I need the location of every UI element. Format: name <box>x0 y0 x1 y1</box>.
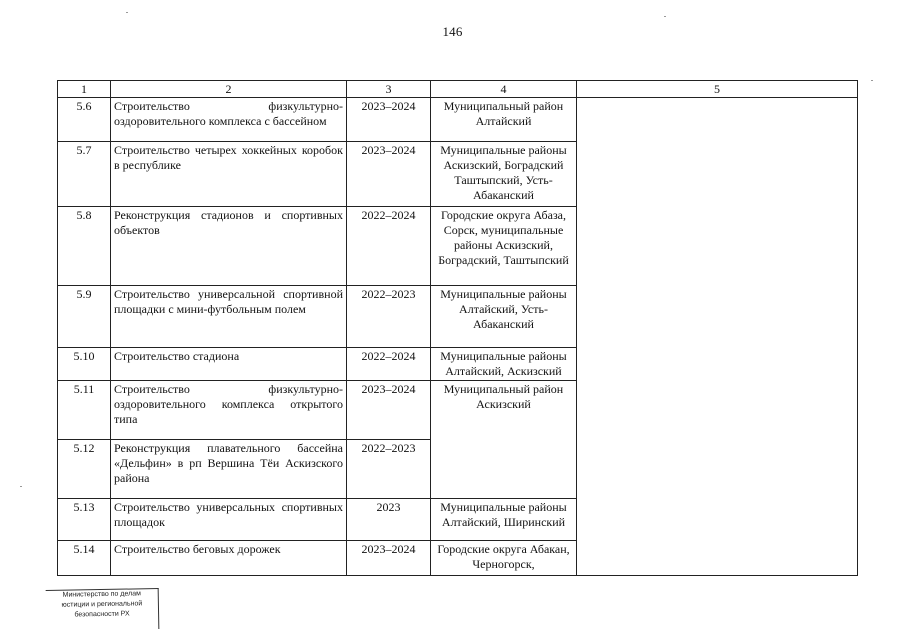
row-work-description: Строительство беговых дорожек <box>111 541 347 576</box>
row-area: Муниципальный район Алтайский <box>431 98 577 142</box>
row-number: 5.8 <box>58 207 111 286</box>
row-years: 2022–2024 <box>347 348 431 381</box>
row-area: Городские округа Абакан, Черногорск, <box>431 541 577 576</box>
row-years: 2023–2024 <box>347 98 431 142</box>
row-number: 5.9 <box>58 286 111 348</box>
document-table <box>57 80 858 576</box>
header-col-2: 2 <box>111 81 347 98</box>
row-number: 5.10 <box>58 348 111 381</box>
table-row <box>58 98 858 142</box>
row-number: 5.14 <box>58 541 111 576</box>
header-col-4: 4 <box>431 81 577 98</box>
row-years: 2022–2024 <box>347 207 431 286</box>
row-work-description: Строительство четырех хоккейных коробок в республике <box>111 142 347 207</box>
row-years: 2022–2023 <box>347 440 431 499</box>
row-number: 5.12 <box>58 440 111 499</box>
row-work-description: Строительство физкультурно-оздоровительного комплекса с бассейном <box>111 98 347 142</box>
ministry-stamp <box>46 588 160 631</box>
stamp-line-2: юстиции и региональной <box>61 600 143 609</box>
row-area: Городские округа Абаза, Сорск, муниципальные районы Аскизский, Боградский, Таштыпский <box>431 207 577 286</box>
scan-speck <box>126 12 128 13</box>
scan-speck <box>871 80 873 81</box>
page-number: 146 <box>442 24 463 39</box>
row-number: 5.13 <box>58 499 111 541</box>
row-years: 2023 <box>347 499 431 541</box>
stamp-line-3: безопасности РХ <box>74 610 130 619</box>
row-number: 5.7 <box>58 142 111 207</box>
row-number: 5.6 <box>58 98 111 142</box>
row-work-description: Строительство физкультурно-оздоровительного комплекса открытого типа <box>111 381 347 440</box>
row-years: 2023–2024 <box>347 142 431 207</box>
row-area: Муниципальные районы Аскизский, Боградский Таштыпский, Усть-Абаканский <box>431 142 577 207</box>
header-col-1: 1 <box>58 81 111 98</box>
row-work-description: Реконструкция стадионов и спортивных объектов <box>111 207 347 286</box>
row-years: 2023–2024 <box>347 381 431 440</box>
row-work-description: Строительство стадиона <box>111 348 347 381</box>
row-number: 5.11 <box>58 381 111 440</box>
row-work-description: Строительство универсальных спортивных площадок <box>111 499 347 541</box>
row-area: Муниципальный район Аскизский <box>431 381 577 499</box>
scan-speck <box>20 486 22 487</box>
row-years: 2022–2023 <box>347 286 431 348</box>
table-header-row <box>58 81 858 98</box>
stamp-line-1: Министерство по делам <box>62 590 141 599</box>
row-area: Муниципальные районы Алтайский, Аскизский <box>431 348 577 381</box>
row-years: 2023–2024 <box>347 541 431 576</box>
column-5-cell <box>577 98 858 576</box>
row-area: Муниципальные районы Алтайский, Ширинский <box>431 499 577 541</box>
row-area: Муниципальные районы Алтайский, Усть-Абаканский <box>431 286 577 348</box>
row-work-description: Строительство универсальной спортивной площадки с мини-футбольным полем <box>111 286 347 348</box>
header-col-3: 3 <box>347 81 431 98</box>
header-col-5: 5 <box>577 81 858 98</box>
scan-speck <box>664 16 666 17</box>
row-work-description: Реконструкция плавательного бассейна «Дельфин» в рп Вершина Тёи Аскизского района <box>111 440 347 499</box>
